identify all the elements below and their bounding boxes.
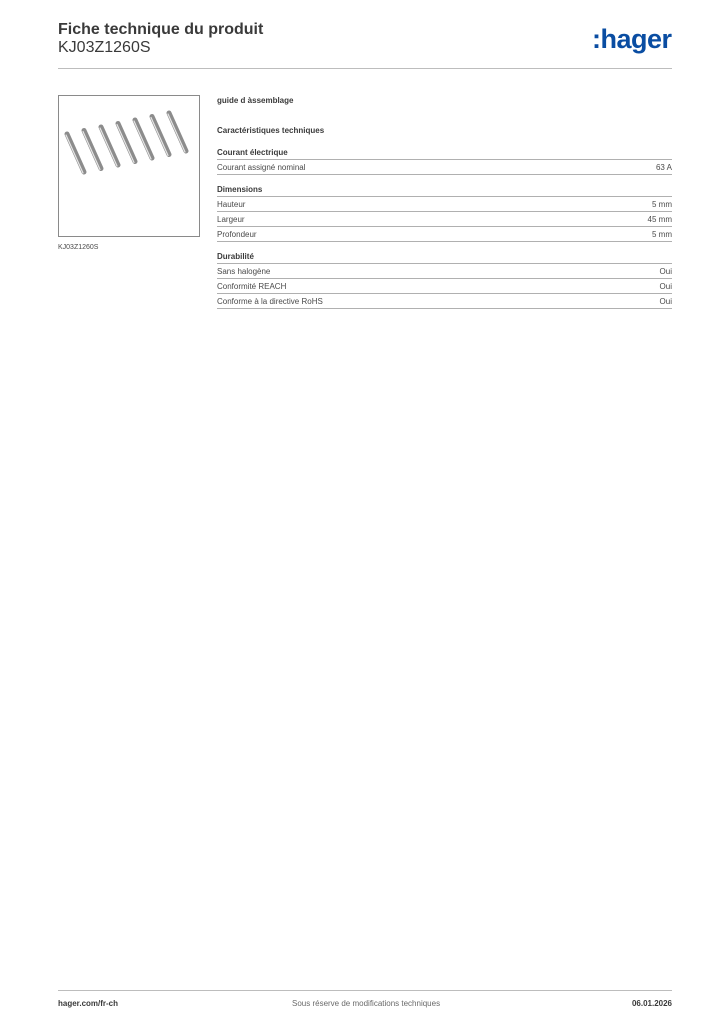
- spec-group-electrical: [217, 147, 672, 175]
- footer-disclaimer: Sous réserve de modifications techniques: [292, 999, 441, 1008]
- group-title: Courant électrique: [217, 147, 672, 160]
- pin-highlight: [83, 132, 100, 170]
- spec-label: Conformité REACH: [217, 282, 287, 291]
- pin-shape: [152, 117, 169, 155]
- pin-highlight: [117, 125, 134, 163]
- pin-highlight: [100, 128, 117, 166]
- spec-value: 45 mm: [647, 215, 672, 224]
- spec-value: 5 mm: [652, 230, 672, 239]
- spec-label: Profondeur: [217, 230, 257, 239]
- pin-highlight: [134, 121, 151, 159]
- spec-label: Hauteur: [217, 200, 246, 209]
- spec-row: [217, 227, 672, 242]
- spec-value: 5 mm: [652, 200, 672, 209]
- spec-row: [217, 197, 672, 212]
- pin-shape: [84, 131, 101, 169]
- spec-group-dimensions: [217, 184, 672, 242]
- spec-row: [217, 294, 672, 309]
- pin-highlight: [151, 118, 168, 156]
- spec-group-durability: [217, 251, 672, 309]
- spec-row: [217, 160, 672, 175]
- pins-illustration-icon: [59, 96, 199, 236]
- spec-label: Largeur: [217, 215, 245, 224]
- pin-highlight: [168, 114, 185, 152]
- group-title: Dimensions: [217, 184, 672, 197]
- product-reference: KJ03Z1260S: [58, 39, 151, 56]
- spec-row: [217, 212, 672, 227]
- spec-row: [217, 264, 672, 279]
- technical-characteristics-title: Caractéristiques techniques: [217, 126, 325, 135]
- hager-logo: :hager: [592, 24, 672, 54]
- pin-highlight: [66, 135, 83, 173]
- spec-value: 63 A: [655, 163, 672, 172]
- pin-shape: [67, 134, 84, 172]
- spec-row: [217, 279, 672, 294]
- pin-shape: [135, 120, 152, 158]
- header-divider: [58, 68, 672, 69]
- pin-shape: [169, 113, 186, 151]
- assembly-guide-label: guide d àssemblage: [217, 96, 294, 105]
- product-image: [58, 95, 200, 237]
- spec-label: Conforme à la directive RoHS: [217, 297, 323, 306]
- page-title: Fiche technique du produit: [58, 21, 264, 38]
- footer-website-link[interactable]: hager.com/fr-ch: [58, 999, 119, 1008]
- spec-panel: [217, 95, 672, 309]
- spec-label: Sans halogène: [217, 267, 271, 276]
- spec-value: Oui: [659, 282, 672, 291]
- pin-shape: [118, 124, 135, 162]
- spec-label: Courant assigné nominal: [217, 163, 306, 172]
- image-caption: KJ03Z1260S: [58, 244, 99, 251]
- footer-divider: [58, 990, 672, 991]
- spec-value: Oui: [659, 267, 672, 276]
- spec-value: Oui: [659, 297, 672, 306]
- footer-date: 06.01.2026: [631, 999, 672, 1008]
- pin-shape: [101, 127, 118, 165]
- group-title: Durabilité: [217, 251, 672, 264]
